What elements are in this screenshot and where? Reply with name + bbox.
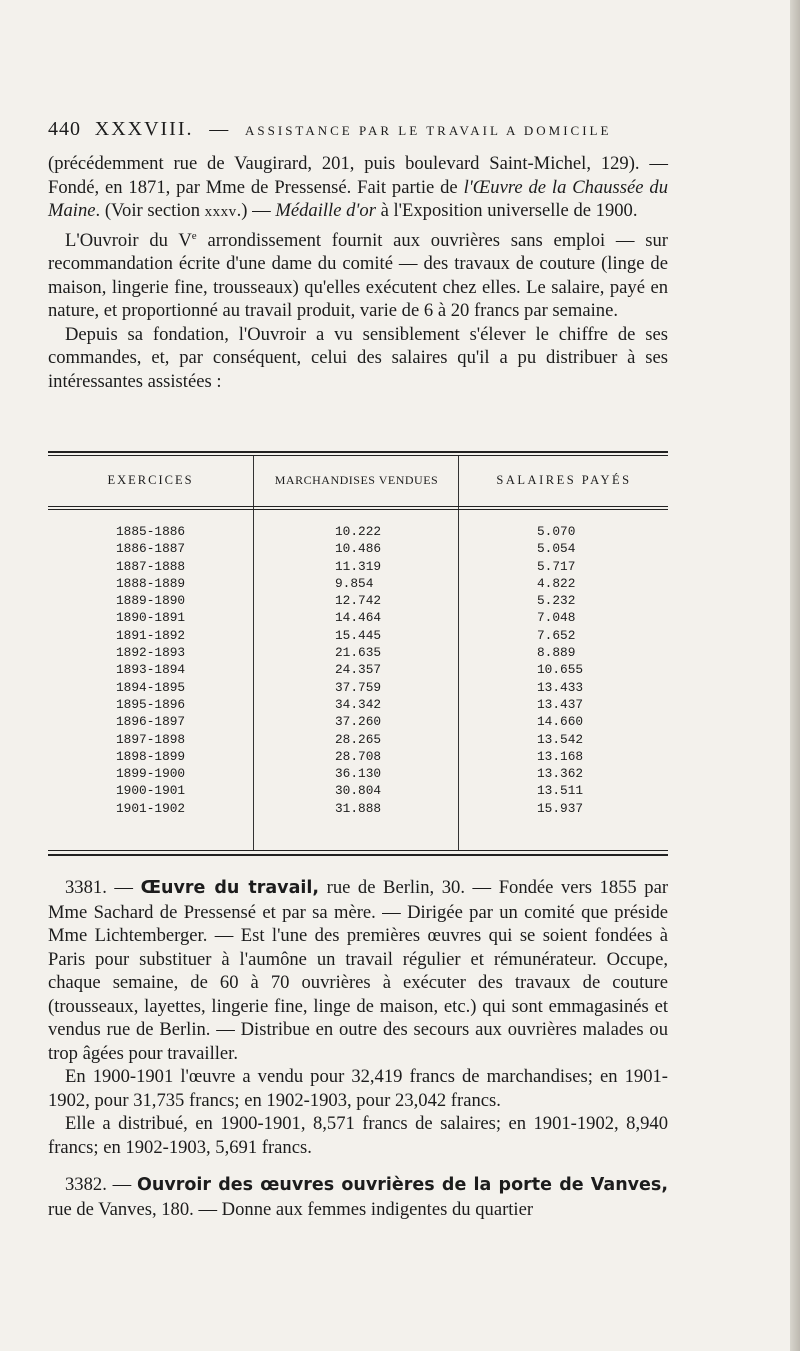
exercice-cell: 1897-1898 bbox=[116, 731, 186, 747]
page-number: 440 bbox=[48, 118, 81, 140]
table-row bbox=[48, 592, 668, 609]
entry-3381-paragraph-2: En 1900-1901 l'œuvre a vendu pour 32,419 francs de marchandises; en 1901-1902, pour 31,735 francs; en 1902-1903, pour 23,042 francs. bbox=[48, 1066, 668, 1111]
salaires-cell: 7.652 bbox=[537, 627, 576, 643]
intro-paragraph-2: L'Ouvroir du Ve arrondissement fournit aux ouvrières sans emploi — sur recommandation écrite d'une dame du comité — des travaux de couture (linge de maison, lingerie fine, trousseaux) qu'elles exécutent chez elles. Le salaire, payé en nature, et proportionné au travail produit, varie de 6 à 20 francs par semaine. bbox=[48, 229, 668, 322]
exercice-cell: 1890-1891 bbox=[116, 610, 186, 626]
salaires-cell: 15.937 bbox=[537, 800, 584, 816]
salaires-cell: 13.542 bbox=[537, 731, 584, 747]
table-row bbox=[48, 575, 668, 592]
table-row bbox=[48, 523, 668, 540]
exercice-cell: 1895-1896 bbox=[116, 696, 186, 712]
marchandises-cell: 21.635 bbox=[335, 645, 382, 661]
table-top-rule-thin bbox=[48, 455, 668, 456]
intro-paragraph-1: (précédemment rue de Vaugirard, 201, puis boulevard Saint-Michel, 129). — Fondé, en 1871, par Mme de Pressensé. Fait partie de l'Œuvre de la Chaussée du Maine. (Voir section xxxv.) — Médaille d'or à l'Exposition universelle de 1900. bbox=[48, 153, 668, 221]
entry-number: 3381. bbox=[65, 877, 107, 898]
salaires-cell: 13.433 bbox=[537, 679, 584, 695]
marchandises-cell: 11.319 bbox=[335, 558, 382, 574]
table-row bbox=[48, 731, 668, 748]
table-row bbox=[48, 609, 668, 626]
exercice-cell: 1900-1901 bbox=[116, 783, 186, 799]
marchandises-cell: 28.265 bbox=[335, 731, 382, 747]
marchandises-cell: 28.708 bbox=[335, 748, 382, 764]
section-title: ASSISTANCE PAR LE TRAVAIL A DOMICILE bbox=[245, 123, 612, 138]
medal-text: Médaille d'or bbox=[275, 200, 376, 221]
exercice-cell: 1901-1902 bbox=[116, 800, 186, 816]
marchandises-cell: 9.854 bbox=[335, 575, 374, 591]
header-rule-2 bbox=[48, 509, 668, 510]
salaires-cell: 14.660 bbox=[537, 714, 584, 730]
exercice-cell: 1892-1893 bbox=[116, 645, 186, 661]
table-top-rule bbox=[48, 451, 668, 453]
table-row bbox=[48, 644, 668, 661]
salaires-cell: 13.168 bbox=[537, 748, 584, 764]
salaires-cell: 13.511 bbox=[537, 783, 584, 799]
page-edge bbox=[790, 0, 800, 1351]
header-rule bbox=[48, 506, 668, 507]
exercice-cell: 1898-1899 bbox=[116, 748, 186, 764]
table-row bbox=[48, 558, 668, 575]
salaires-cell: 7.048 bbox=[537, 610, 576, 626]
entry-3381-paragraph-1: 3381. — Œuvre du travail, rue de Berlin, 30. — Fondée vers 1855 par Mme Sachard de Pressensé et par sa mère. — Dirigée par un comité que préside Mme Lichtemberger. — Est l'une des premières œuvres qui se soient fondées à Paris pour substituer à l'aumône un travail régulier et rémunérateur. Occupe, chaque semaine, de 60 à 70 ouvrières à exécuter des travaux de couture (trousseaux, layettes, lingerie fine, linge de maison, etc.) qui sont emmagasinés et vendus rue de Berlin. — Distribue en outre des secours aux ouvrières malades ou trop âgées pour travailler. bbox=[48, 877, 669, 1064]
marchandises-cell: 36.130 bbox=[335, 766, 382, 782]
salaires-cell: 13.362 bbox=[537, 766, 584, 782]
exercice-cell: 1885-1886 bbox=[116, 524, 186, 539]
marchandises-cell: 10.486 bbox=[335, 541, 382, 557]
exercice-cell: 1896-1897 bbox=[116, 714, 186, 730]
entry-3382-paragraph-1: 3382. — Ouvroir des œuvres ouvrières de la porte de Vanves, rue de Vanves, 180. — Donne aux femmes indigentes du quartier bbox=[48, 1174, 668, 1220]
table-row bbox=[48, 713, 668, 730]
table-bottom-rule bbox=[48, 854, 668, 856]
table-row bbox=[48, 782, 668, 799]
header-dash: — bbox=[209, 119, 230, 140]
table-row bbox=[48, 696, 668, 713]
exercice-cell: 1894-1895 bbox=[116, 679, 186, 695]
table-row bbox=[48, 540, 668, 557]
table-row bbox=[48, 765, 668, 782]
marchandises-cell: 12.742 bbox=[335, 593, 382, 609]
table-row bbox=[48, 748, 668, 765]
salary-table bbox=[48, 451, 668, 859]
oeuvre-name: l'Œuvre de la Chaussée du Maine bbox=[48, 176, 668, 221]
marchandises-cell: 10.222 bbox=[335, 524, 382, 539]
entry-title: Œuvre du travail, bbox=[140, 878, 320, 898]
salaires-cell: 5.717 bbox=[537, 558, 576, 574]
marchandises-cell: 24.357 bbox=[335, 662, 382, 678]
column-header-marchandises: MARCHANDISES VENDUES bbox=[274, 473, 439, 487]
salaires-cell: 5.232 bbox=[537, 593, 576, 609]
salaires-cell: 10.655 bbox=[537, 662, 584, 678]
marchandises-cell: 30.804 bbox=[335, 783, 382, 799]
table-row bbox=[48, 627, 668, 644]
salaires-cell: 5.070 bbox=[537, 524, 576, 539]
salaires-cell: 5.054 bbox=[537, 541, 576, 557]
exercice-cell: 1889-1890 bbox=[116, 593, 186, 609]
running-header bbox=[48, 118, 668, 141]
table-row bbox=[48, 661, 668, 678]
entry-number: 3382. bbox=[65, 1174, 107, 1195]
exercice-cell: 1893-1894 bbox=[116, 662, 186, 678]
table-row bbox=[48, 800, 668, 817]
entry-3381-paragraph-3: Elle a distribué, en 1900-1901, 8,571 francs de salaires; en 1901-1902, 8,940 francs; en 1902-1903, 5,691 francs. bbox=[48, 1113, 668, 1158]
entry-title: Ouvroir des œuvres ouvrières de la porte de Vanves, bbox=[137, 1175, 668, 1195]
intro-paragraph-3: Depuis sa fondation, l'Ouvroir a vu sensiblement s'élever le chiffre de ses commandes, et, par conséquent, celui des salaires qu'il a pu distribuer à ses intéressantes assistées : bbox=[48, 323, 668, 392]
entries-text bbox=[48, 876, 668, 1221]
exercice-cell: 1888-1889 bbox=[116, 575, 186, 591]
exercice-cell: 1887-1888 bbox=[116, 558, 186, 574]
marchandises-cell: 15.445 bbox=[335, 627, 382, 643]
table-bottom-rule-thin bbox=[48, 850, 668, 851]
salaires-cell: 8.889 bbox=[537, 645, 576, 661]
exercice-cell: 1899-1900 bbox=[116, 766, 186, 782]
marchandises-cell: 14.464 bbox=[335, 610, 382, 626]
marchandises-cell: 31.888 bbox=[335, 800, 382, 816]
exercice-cell: 1891-1892 bbox=[116, 627, 186, 643]
marchandises-cell: 37.759 bbox=[335, 679, 382, 695]
section-ref: xxxv bbox=[204, 204, 237, 220]
marchandises-cell: 37.260 bbox=[335, 714, 382, 730]
salaires-cell: 13.437 bbox=[537, 696, 584, 712]
table-body bbox=[48, 523, 668, 817]
marchandises-cell: 34.342 bbox=[335, 696, 382, 712]
section-number: XXXVIII. bbox=[94, 118, 194, 140]
column-header-salaires: SALAIRES PAYÉS bbox=[496, 473, 632, 487]
table-row bbox=[48, 679, 668, 696]
intro-text bbox=[48, 152, 668, 393]
column-header-exercices: EXERCICES bbox=[107, 473, 194, 487]
salaires-cell: 4.822 bbox=[537, 575, 576, 591]
exercice-cell: 1886-1887 bbox=[116, 541, 186, 557]
